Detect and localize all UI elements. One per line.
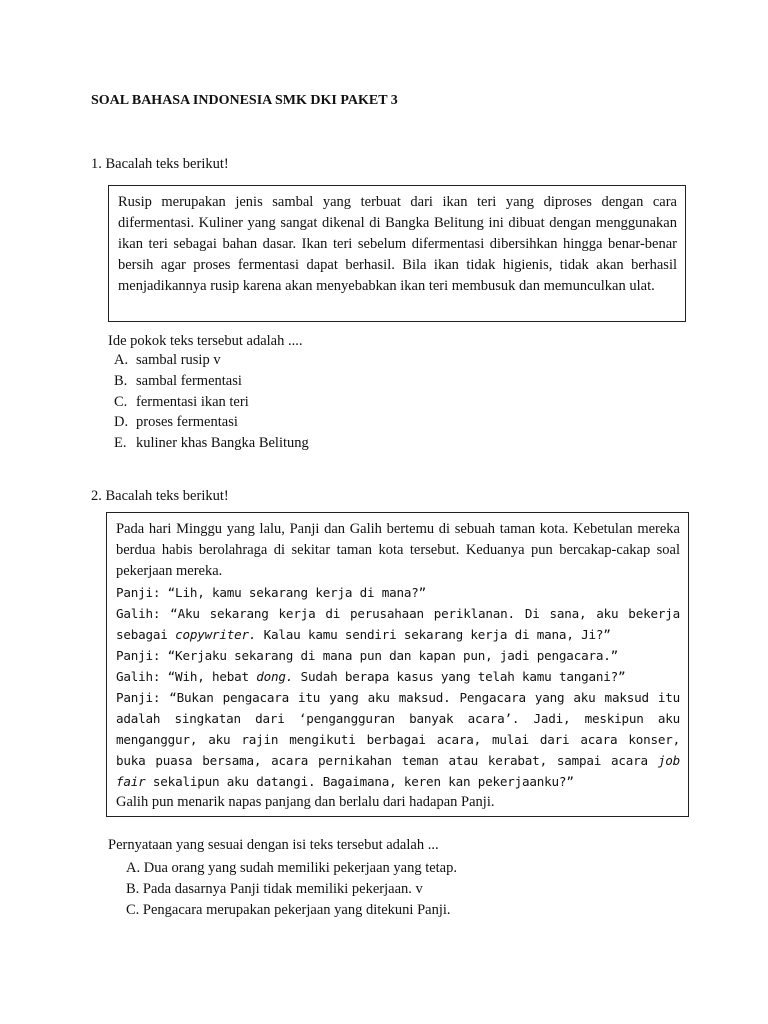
question-1-prompt: Ide pokok teks tersebut adalah .... [108,333,303,349]
question-1-heading: 1. Bacalah teks berikut! [91,156,229,172]
dialogue-line-5: Panji: “Bukan pengacara itu yang aku maksud. Pengacara yang aku maksud itu adalah singkatan dari ‘pengangguran banyak acara’. Jadi, meskipun aku menganggur, aku rajin mengikuti berbagai acara, mulai dari acara konser, buka puasa bersama, acara pernikahan teman atau kerabat, sampai acara job fair sekalipun aku datangi. Bagaimana, keren kan pekerjaanku?” [116,690,680,789]
dialogue-line-3: Panji: “Kerjaku sekarang di mana pun dan kapan pun, jadi pengacara.” [116,648,618,663]
question-2-heading: 2. Bacalah teks berikut! [91,488,229,504]
page-title: SOAL BAHASA INDONESIA SMK DKI PAKET 3 [91,93,398,108]
question-1-passage: Rusip merupakan jenis sambal yang terbuat dari ikan teri yang diproses dengan cara difermentasi. Kuliner yang sangat dikenal di Bangka Belitung ini dibuat dengan menggunakan ikan teri sebagai bahan dasar. Ikan teri sebelum difermentasi dibersihkan hingga benar-benar bersih agar proses fermentasi dapat berhasil. Bila ikan tidak higienis, tidak akan berhasil menjadikannya rusip karena akan menyebabkan ikan teri membusuk dan memunculkan ulat. [118,194,677,294]
option-a[interactable]: A. sambal rusip v [114,352,221,368]
question-2-passage-box [106,512,689,817]
question-2-closing: Galih pun menarik napas panjang dan berlalu dari hadapan Panji. [116,794,495,810]
question-1-options [114,350,309,454]
option-b[interactable]: B. sambal fermentasi [114,372,242,389]
dialogue-line-2b: sebagai copywriter. Kalau kamu sendiri sekarang kerja di mana, Ji?” [116,627,611,642]
dialogue-line-2a: Galih: “Aku sekarang kerja di perusahaan periklanan. Di sana, aku bekerja [116,606,680,621]
option-c[interactable]: C. Pengacara merupakan pekerjaan yang ditekuni Panji. [126,901,451,918]
option-e[interactable]: E. kuliner khas Bangka Belitung [114,435,309,452]
option-b[interactable]: B. Pada dasarnya Panji tidak memiliki pekerjaan. v [126,880,423,897]
question-1-passage-box [108,185,686,322]
dialogue-line-1: Panji: “Lih, kamu sekarang kerja di mana?” [116,585,427,600]
question-2-options [126,858,457,920]
option-c[interactable]: C. fermentasi ikan teri [114,393,249,410]
question-2-intro: Pada hari Minggu yang lalu, Panji dan Galih bertemu di sebuah taman kota. Kebetulan mereka berdua habis berolahraga di sekitar taman kota tersebut. Keduanya pun bercakap-cakap soal pekerjaan mereka. [116,521,680,579]
dialogue-line-4: Galih: “Wih, hebat dong. Sudah berapa kasus yang telah kamu tangani?” [116,669,626,684]
question-2-prompt: Pernyataan yang sesuai dengan isi teks tersebut adalah ... [108,837,439,853]
option-a[interactable]: A. Dua orang yang sudah memiliki pekerjaan yang tetap. [126,860,457,876]
option-d[interactable]: D. proses fermentasi [114,414,238,431]
